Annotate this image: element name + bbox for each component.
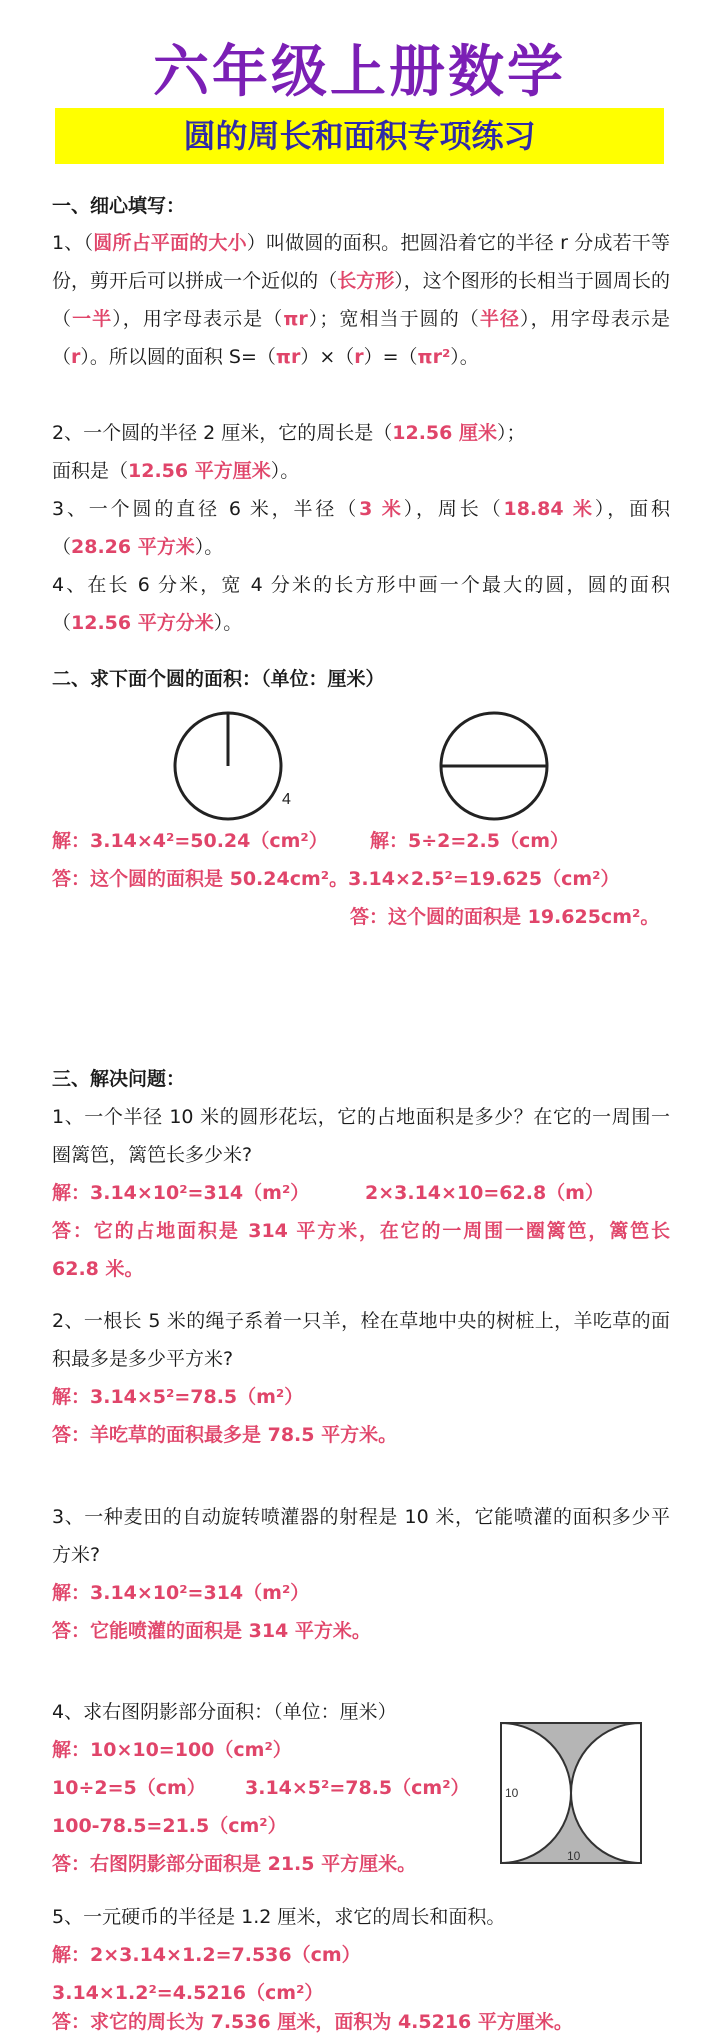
s1-question-2 bbox=[52, 414, 670, 490]
p2-solution: 解：3.14×5²=78.5（m²） bbox=[52, 1386, 304, 1408]
p1-answer: 答：它的占地面积是 314 平方米，在它的一周围一圈篱笆，篱笆长 62.8 米。 bbox=[52, 1220, 670, 1280]
s2-solution-2: 解：5÷2=2.5（cm） bbox=[370, 830, 569, 852]
p2-answer: 答：羊吃草的面积最多是 78.5 平方米。 bbox=[52, 1424, 398, 1446]
p2-question: 2、一根长 5 米的绳子系着一只羊，栓在草地中央的树桩上，羊吃草的面积最多是多少平方米? bbox=[52, 1310, 670, 1370]
section1-heading: 一、细心填写： bbox=[52, 195, 186, 217]
text: ）×（ bbox=[300, 346, 355, 368]
text: 4、在长 6 分米，宽 4 分米的长方形中画一个最大的圆，圆的面积（ bbox=[52, 574, 670, 634]
bottom-label: 10 bbox=[567, 1849, 581, 1863]
s2-answer-line: 答：这个圆的面积是 50.24cm²。3.14×2.5²=19.625（cm²） bbox=[52, 868, 620, 890]
p4-question: 4、求右图阴影部分面积：（单位：厘米） bbox=[52, 1701, 397, 1723]
p1-solution-2: 2×3.14×10=62.8（m） bbox=[365, 1182, 604, 1204]
p5-question: 5、一元硬币的半径是 1.2 厘米，求它的周长和面积。 bbox=[52, 1906, 506, 1928]
p4-solution-2: 10÷2=5（cm） bbox=[52, 1777, 206, 1799]
p5-answer: 答：求它的周长为 7.536 厘米，面积为 4.5216 平方厘米。 bbox=[52, 2011, 573, 2033]
answer: r bbox=[71, 346, 81, 368]
subtitle-banner: 圆的周长和面积专项练习 bbox=[55, 108, 664, 164]
text: ），周长（ bbox=[403, 498, 504, 520]
s1-question-1 bbox=[52, 224, 670, 376]
s2-answer-2: 答：这个圆的面积是 19.625cm²。 bbox=[350, 906, 660, 928]
p5-solution-1: 解：2×3.14×1.2=7.536（cm） bbox=[52, 1944, 361, 1966]
p4-solution-3: 3.14×5²=78.5（cm²） bbox=[245, 1777, 470, 1799]
shaded-area-figure bbox=[487, 1713, 667, 1873]
p1-solution-1: 解：3.14×10²=314（m²） bbox=[52, 1182, 310, 1204]
answer: πr bbox=[283, 308, 308, 330]
p4-solution-4: 100-78.5=21.5（cm²） bbox=[52, 1815, 287, 1837]
answer: r bbox=[354, 346, 364, 368]
answer: 18.84 米 bbox=[503, 498, 595, 520]
answer: 长方形 bbox=[337, 270, 395, 292]
text: 3、一个圆的直径 6 米，半径（ bbox=[52, 498, 360, 520]
answer: 12.56 平方分米 bbox=[71, 612, 214, 634]
p4-answer: 答：右图阴影部分面积是 21.5 平方厘米。 bbox=[52, 1853, 417, 1875]
text: ）。 bbox=[450, 346, 479, 368]
s2-solution-1: 解：3.14×4²=50.24（cm²） bbox=[52, 830, 328, 852]
p3-question: 3、一种麦田的自动旋转喷灌器的射程是 10 米，它能喷灌的面积多少平方米? bbox=[52, 1506, 670, 1566]
p5-solution-2: 3.14×1.2²=4.5216（cm²） bbox=[52, 1982, 324, 2004]
text: ）叫做圆的面积。把圆沿着它的半径 r 分成若干等份，剪开后可以拼成一个近似的（ bbox=[52, 232, 670, 292]
radius-label: 4 bbox=[282, 791, 291, 808]
text: ）=（ bbox=[363, 346, 418, 368]
s1-question-3 bbox=[52, 490, 670, 566]
text: 面积是（ bbox=[52, 460, 129, 482]
answer: 3 米 bbox=[359, 498, 404, 520]
answer: 一半 bbox=[72, 308, 113, 330]
answer: 圆所占平面的大小 bbox=[93, 232, 247, 254]
p3-answer: 答：它能喷灌的面积是 314 平方米。 bbox=[52, 1620, 371, 1642]
text: ）。 bbox=[270, 460, 300, 482]
text: ）。 bbox=[213, 612, 243, 634]
text: ）；宽相当于圆的（ bbox=[307, 308, 480, 330]
text: 1、（ bbox=[52, 232, 94, 254]
text: ）。所以圆的面积 S=（ bbox=[80, 346, 276, 368]
text: ），面积（ bbox=[52, 498, 670, 558]
text: ）。 bbox=[194, 536, 224, 558]
circle-diameter-figure bbox=[436, 708, 556, 828]
text: ），用字母表示是（ bbox=[52, 308, 670, 368]
answer: 12.56 平方厘米 bbox=[128, 460, 271, 482]
section2-heading: 二、求下面个圆的面积：（单位：厘米） bbox=[52, 668, 385, 690]
text: ）； bbox=[496, 422, 526, 444]
circle-radius-figure bbox=[170, 708, 300, 828]
text: ），这个图形的长相当于圆周长的（ bbox=[52, 270, 670, 330]
section3-heading: 三、解决问题： bbox=[52, 1068, 186, 1090]
text: 2、一个圆的半径 2 厘米，它的周长是（ bbox=[52, 422, 393, 444]
s1-question-4 bbox=[52, 566, 670, 642]
p3-solution: 解：3.14×10²=314（m²） bbox=[52, 1582, 310, 1604]
text: ），用字母表示是（ bbox=[112, 308, 284, 330]
answer: 半径 bbox=[479, 308, 521, 330]
page-title: 六年级上册数学 bbox=[153, 40, 566, 105]
answer: πr² bbox=[417, 346, 451, 368]
side-label: 10 bbox=[505, 1786, 519, 1800]
p1-question: 1、一个半径 10 米的圆形花坛，它的占地面积是多少？在它的一周围一圈篱笆，篱笆长多少米? bbox=[52, 1106, 670, 1166]
answer: πr bbox=[275, 346, 301, 368]
answer: 12.56 厘米 bbox=[392, 422, 497, 444]
answer: 28.26 平方米 bbox=[71, 536, 195, 558]
p4-solution-1: 解：10×10=100（cm²） bbox=[52, 1739, 292, 1761]
